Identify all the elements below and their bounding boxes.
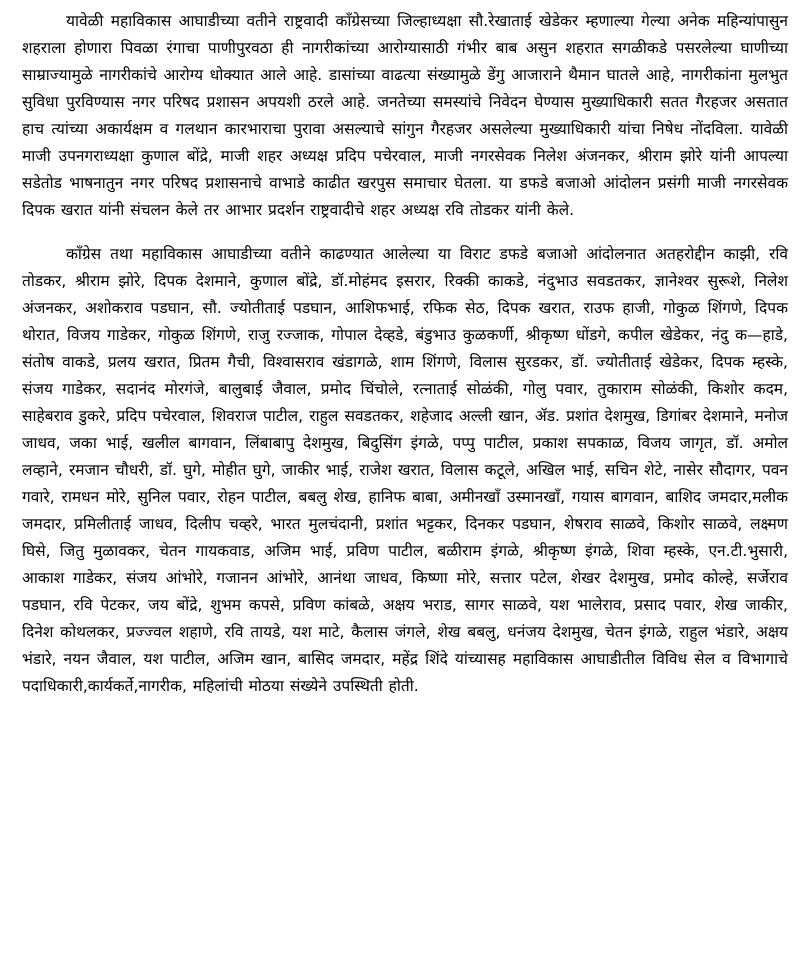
paragraph-attendees-list: काँग्रेस तथा महाविकास आघाडीच्या वतीने काढण्यात आलेल्या या विराट डफडे बजाओ आंदोलनात अतहरोद्दीन काझी, रवि तोडकर, श्रीराम झोरे, दिपक देशमाने, कुणाल बोंद्रे, डॉ.मोहंमद इसरार, रिक्की काकडे, नंदुभाउ सवडतकर, ज्ञानेश्वर सुरूशे, निलेश अंजनकर, अशोकराव पडघान, सौ. ज्योतीताई पडघान, आशिफभाई, रफिक सेठ, दिपक खरात, राउफ हाजी, गोकुळ शिंगणे, दिपक थोरात, विजय गाडेकर, गोकुळ शिंगणे, राजु रज्जाक, गोपाल देव्हडे, बंडुभाउ कुळकर्णी, श्रीकृष्ण धोंडगे, कपील खेडेकर, नंदु क—हाडे, संतोष वाकडे, प्रलय खरात, प्रितम गैची, विश्वासराव खंडागळे, शाम शिंगणे, विलास सुरडकर, डॉ. ज्योतीताई खेडेकर, दिपक म्हस्के, संजय गाडेकर, सदानंद मोरगंजे, बालुबाई जैवाल, प्रमोद चिंचोले, रत्नाताई सोळंकी, गोलु पवार, तुकाराम सोळंकी, किशोर कदम, साहेबराव डुकरे, प्रदिप पचेरवाल, शिवराज पाटील, राहुल सवडतकर, शहेजाद अल्ली खान, ॲड. प्रशांत देशमुख, डिगांबर देशमाने, मनोज जाधव, जका भाई, खलील बागवान, लिंबाबापु देशमुख, बिदुसिंग इंगळे, पप्पु पाटील, प्रकाश सपकाळ, विजय जागृत, डॉ. अमोल लव्हाने, रमजान चौधरी, डॉ. घुगे, मोहीत घुगे, जाकीर भाई, राजेश खरात, विलास कटूले, अखिल भाई, सचिन शेटे, नासेर सौदागर, पवन गवारे, रामधन मोरे, सुनिल पवार, रोहन पाटील, बबलु शेख, हानिफ बाबा, अमीनखाँ उस्मानखाँ, गयास बागवान, बाशिद जमदार,मलीक जमदार, प्रमिलीताई जाधव, दिलीप चव्हरे, भारत मुलचंदानी, प्रशांत भट्टकर, दिनकर पडघान, शेषराव साळवे, किशोर साळवे, लक्ष्मण घिसे, जितु मुळावकर, चेतन गायकवाड, अजिम भाई, प्रविण पाटील, बळीराम इंगळे, श्रीकृष्ण इंगळे, शिवा म्हस्के, एन.टी.भुसारी, आकाश गाडेकर, संजय आंभोरे, गजानन आंभोरे, आनंथा जाधव, किष्णा मोरे, सत्तार पटेल, शेखर देशमुख, प्रमोद कोल्हे, सर्जेराव पडघान, रवि पेटकर, जय बोंद्रे, शुभम कपसे, प्रविण कांबळे, अक्षय भराड, सागर साळवे, यश भालेराव, प्रसाद पवार, शेख जाकीर, दिनेश कोथलकर, प्रज्ज्वल शहाणे, रवि तायडे, यश माटे, कैलास जंगले, शेख बबलु, धनंजय देशमुख, चेतन इंगळे, राहुल भंडारे, अक्षय भंडारे, नयन जैवाल, यश पाटील, अजिम खान, बासिद जमदार, महेंद्र शिंदे यांच्यासह महाविकास आघाडीतील विविध सेल व विभागाचे पदाधिकारी,कार्यकर्ते,नागरीक, महिलांची मोठया संख्येने उपस्थिती होती. [22, 245, 789, 695]
paragraph-speech-summary: यावेळी महाविकास आघाडीच्या वतीने राष्ट्रवादी काँग्रेसच्या जिल्हाध्यक्षा सौ.रेखाताई खेडेकर म्हणाल्या गेल्या अनेक महिन्यांपासुन शहराला होणारा पिवळा रंगाचा पाणीपुरवठा ही नागरीकांच्या आरोग्यासाठी गंभीर बाब असुन शहरात सगळीकडे पसरलेल्या घाणीच्या साम्राज्यामुळे नागरीकांचे आरोग्य धोक्यात आले आहे. डासांच्या वाढत्या संख्यामुळे डेंगु आजाराने थैमान घातले आहे, नागरीकांना मुलभुत सुविधा पुरविण्यास नगर परिषद प्रशासन अपयशी ठरले आहे. जनतेच्या समस्यांचे निवेदन घेण्यास मुख्याधिकारी सतत गैरहजर असतात हाच त्यांच्या अकार्यक्षम व गलथान कारभाराचा पुरावा असल्याचे सांगुन गैरहजर असलेल्या मुख्याधिकारी यांचा निषेध नोंदविला. यावेळी माजी उपनगराध्यक्षा कुणाल बोंद्रे, माजी शहर अध्यक्ष प्रदिप पचेरवाल, माजी नगरसेवक निलेश अंजनकर, श्रीराम झोरे यांनी आपल्या सडेतोड भाषनातुन नगर परिषद प्रशासनाचे वाभाडे काढीत खरपुस समाचार घेतला. या डफडे बजाओ आंदोलन प्रसंगी माजी नगरसेवक दिपक खरात यांनी संचलन केले तर आभार प्रदर्शन राष्ट्रवादीचे शहर अध्यक्ष रवि तोडकर यांनी केले. [22, 12, 788, 219]
news-article [22, 8, 788, 700]
